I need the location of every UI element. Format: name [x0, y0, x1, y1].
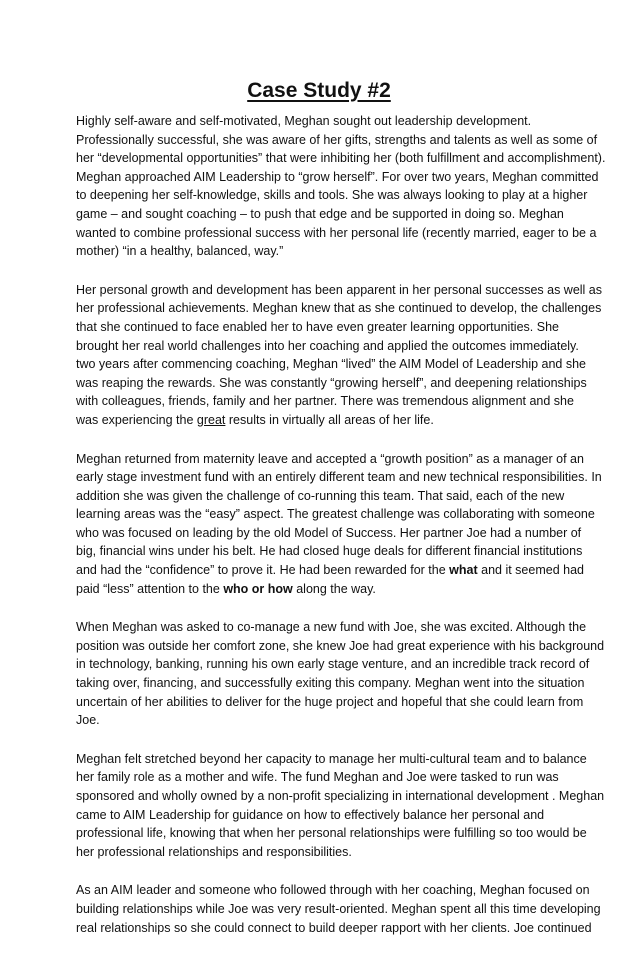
text-line: her professional relationships and responsibilities. — [76, 844, 352, 859]
paragraph-3 — [76, 450, 602, 599]
paragraph-4 — [76, 618, 605, 730]
paragraph-6 — [76, 881, 601, 937]
text-line: to deepening her self-knowledge, skills and tools. She was always looking to play at a higher — [76, 188, 588, 203]
text-line — [76, 561, 584, 580]
text-line: her “developmental opportunities” that were inhibiting her (both fulfillment and accomplishment). — [76, 151, 606, 166]
bold-phrase: who or how — [223, 581, 293, 596]
text-line: big, financial wins under his belt. He had closed huge deals for different financial institutions — [76, 544, 583, 559]
text-line: sponsored and wholly owned by a non-profit specializing in international development . Meghan — [76, 789, 605, 803]
text-run: and it seemed had — [477, 563, 584, 578]
text-line: Meghan approached AIM Leadership to “grow herself”. For over two years, Meghan committed — [76, 169, 599, 184]
text-line: As an AIM leader and someone who followed through with her coaching, Meghan focused on — [76, 883, 590, 898]
paragraph-2 — [76, 281, 603, 430]
paragraph-1 — [76, 112, 606, 261]
text-line: building relationships while Joe was very result-oriented. Meghan spent all this time developing — [76, 901, 601, 916]
text-line: brought her real world challenges into her coaching and applied the outcomes immediately. — [76, 338, 579, 353]
text-line: Meghan felt stretched beyond her capacity to manage her multi-cultural team and to balance — [76, 751, 587, 766]
text-line: Meghan returned from maternity leave and accepted a “growth position” as a manager of an — [76, 451, 584, 466]
text-line: in technology, banking, running his own early stage venture, and an incredible track record of — [76, 657, 590, 672]
document-body — [76, 112, 606, 957]
text-line: real relationships so she could connect to build deeper rapport with her clients. Joe continued — [76, 920, 592, 935]
text-line: came to AIM Leadership for guidance on how to effectively balance her personal and — [76, 807, 545, 822]
page-title: Case Study #2 — [247, 79, 391, 102]
text-run: along the way. — [292, 581, 376, 596]
text-line: her professional achievements. Meghan knew that as she continued to develop, the challenges — [76, 301, 602, 316]
text-line — [76, 580, 576, 599]
text-run: results in virtually all areas of her life. — [225, 412, 434, 427]
text-line: who was focused on leading by the old Model of Success. Her partner Joe had a number of — [76, 525, 582, 540]
text-line: professional life, knowing that when her personal relationships were fulfilling so too would be — [76, 826, 587, 841]
bold-word: what — [449, 563, 478, 578]
text-line: Joe. — [76, 713, 100, 728]
text-line: wanted to combine professional success with her personal life (recently married, eager to be a — [76, 225, 597, 240]
paragraph-5 — [76, 750, 605, 862]
text-line: uncertain of her abilities to deliver for the huge project and hopeful that she could learn from — [76, 694, 584, 709]
text-run: paid “less” attention to the — [76, 581, 224, 596]
text-line: two years after commencing coaching, Meghan “lived” the AIM Model of Leadership and she — [76, 357, 586, 372]
text-line: her family role as a mother and wife. The fund Meghan and Joe were tasked to run was — [76, 770, 559, 785]
text-run: was experiencing the — [76, 412, 197, 427]
text-line: Highly self-aware and self-motivated, Meghan sought out leadership development. — [76, 114, 532, 128]
text-line: Her personal growth and development has been apparent in her personal successes as well as — [76, 282, 603, 297]
text-run: and had the “confidence” to prove it. He had been rewarded for the — [76, 563, 450, 578]
text-line: Professionally successful, she was aware of her gifts, strengths and talents as well as some of — [76, 132, 598, 147]
text-line: addition she was given the challenge of co-running this team. That said, each of the new — [76, 488, 565, 503]
text-line: mother) “in a healthy, balanced, way.” — [76, 244, 284, 259]
text-line: that she continued to face enabled her to have even greater learning opportunities. She — [76, 319, 559, 334]
text-line: early stage investment fund with an entirely different team and new technical responsibilities. In — [76, 470, 602, 485]
text-line: was reaping the rewards. She was constantly “growing herself”, and deepening relationships — [76, 375, 587, 390]
text-line: position was outside her comfort zone, she knew Joe had great experience with his background — [76, 638, 605, 653]
text-line: taking over, financing, and successfully exiting this company. Meghan went into the situation — [76, 676, 585, 691]
text-line: When Meghan was asked to co-manage a new fund with Joe, she was excited. Although the — [76, 620, 587, 635]
text-line — [76, 411, 576, 430]
underlined-word: great — [196, 412, 226, 427]
text-line: game – and sought coaching – to push that edge and be supported in doing so. Meghan — [76, 206, 564, 221]
text-line: with colleagues, friends, family and her partner. There was tremendous alignment and she — [76, 394, 574, 409]
text-line: learning areas was the “easy” aspect. The greatest challenge was collaborating with someone — [76, 507, 595, 522]
